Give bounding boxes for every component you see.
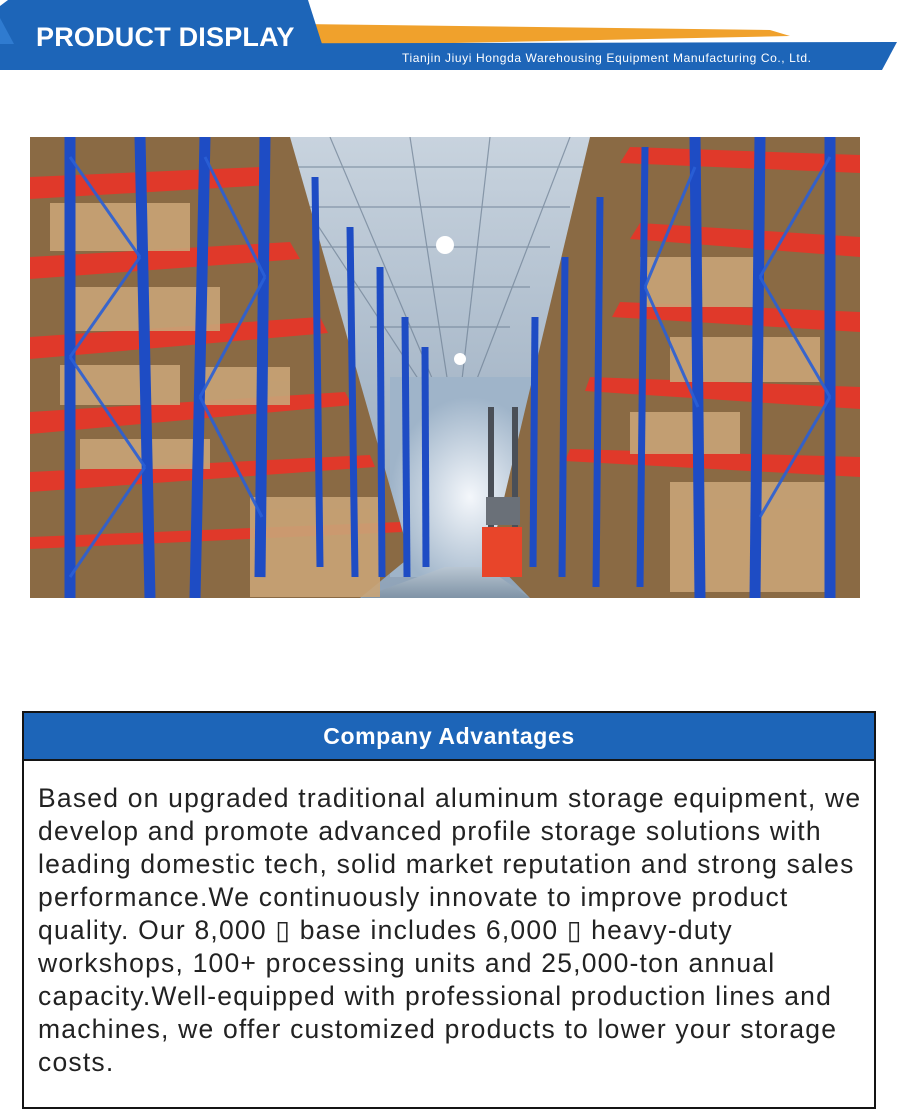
company-advantages-panel [22,711,876,1109]
warehouse-racking-image [30,137,860,598]
panel-header [24,713,874,761]
page-title: PRODUCT DISPLAY [36,22,295,52]
advantages-text: Based on upgraded traditional aluminum storage equipment, we develop and promote advanced profile storage solutions with leading domestic tech, solid market reputation and strong sales performance.We continuously innovate to improve product quality. Our 8,000 ▯ base includes 6,000 ▯ heavy-duty workshops, 100+ processing units and 25,000-ton annual capacity.Well-equipped with professional production lines and machines, we offer customized products to lower your storage costs. [38,783,862,1077]
warehouse-photo [30,137,860,598]
panel-title: Company Advantages [323,722,575,749]
header-banner [0,0,897,80]
company-name: Tianjin Jiuyi Hongda Warehousing Equipment Manufacturing Co., Ltd. [402,51,812,65]
